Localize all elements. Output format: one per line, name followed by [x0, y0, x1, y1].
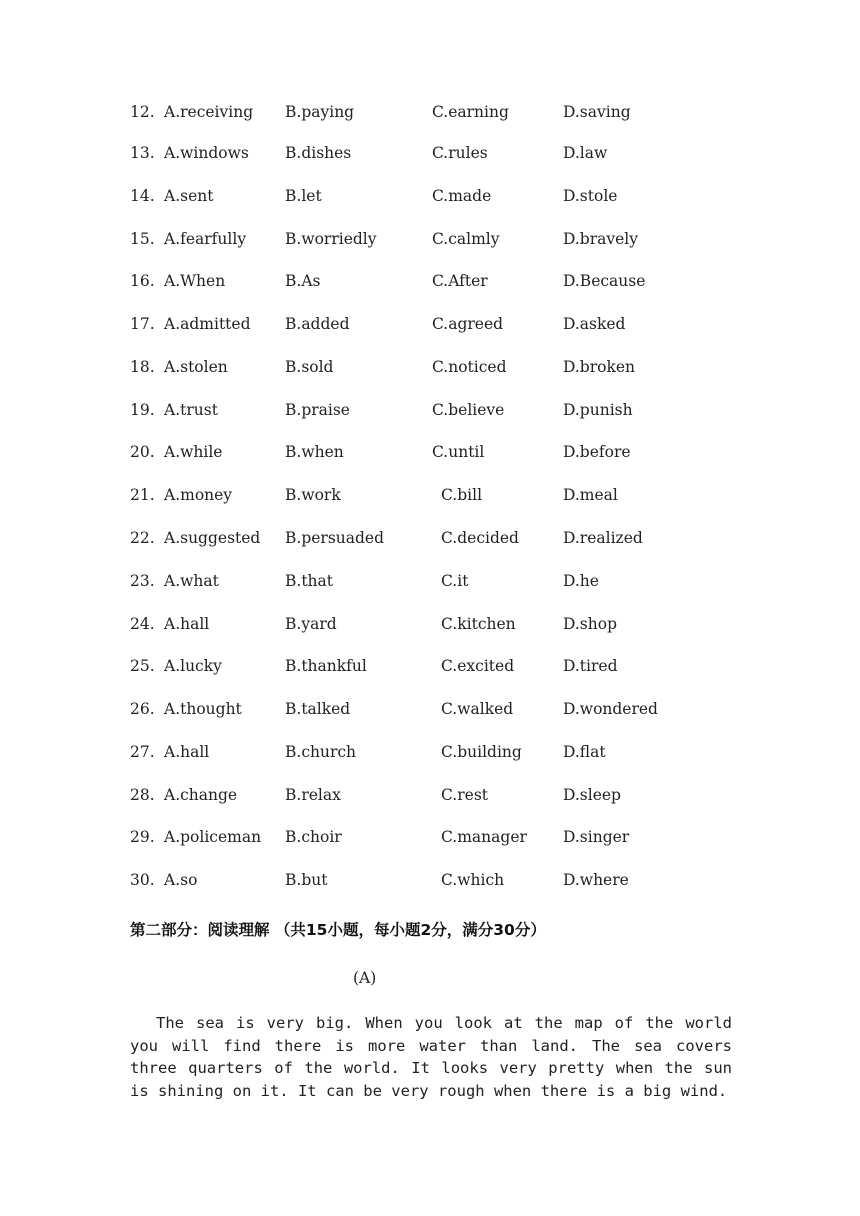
option-c: C.calmly [432, 230, 500, 248]
option-c: C.believe [432, 401, 505, 419]
option-b: B.thankful [285, 657, 367, 675]
option-c: C.bill [441, 486, 483, 504]
question-number: 25. [130, 657, 155, 675]
question-number: 29. [130, 828, 155, 846]
option-d: D.Because [563, 272, 646, 290]
question-number: 20. [130, 443, 155, 461]
option-c: C.rules [432, 144, 488, 162]
option-d: D.singer [563, 828, 630, 846]
question-number: 27. [130, 743, 155, 761]
option-a: A.trust [164, 401, 218, 419]
option-a: A.admitted [164, 315, 251, 333]
option-b: B.choir [285, 828, 342, 846]
question-number: 15. [130, 230, 155, 248]
option-c: C.noticed [432, 358, 507, 376]
option-b: B.but [285, 871, 328, 889]
option-c: C.decided [441, 529, 519, 547]
option-d: D.asked [563, 315, 626, 333]
option-a: A.money [164, 486, 233, 504]
option-c: C.kitchen [441, 615, 516, 633]
question-number: 21. [130, 486, 155, 504]
option-c: C.walked [441, 700, 514, 718]
option-a: A.thought [164, 700, 242, 718]
question-number: 16. [130, 272, 155, 290]
option-d: D.wondered [563, 700, 658, 718]
question-number: 13. [130, 144, 155, 162]
option-b: B.praise [285, 401, 350, 419]
option-b: B.persuaded [285, 529, 385, 547]
option-d: D.shop [563, 615, 617, 633]
option-b: B.worriedly [285, 230, 377, 248]
option-d: D.saving [563, 103, 631, 121]
option-c: C.until [432, 443, 485, 461]
option-d: D.stole [563, 187, 618, 205]
option-d: D.law [563, 144, 608, 162]
option-c: C.made [432, 187, 492, 205]
passage-label: (A) [353, 969, 377, 987]
option-a: A.windows [164, 144, 249, 162]
option-a: A.lucky [164, 657, 222, 675]
option-b: B.added [285, 315, 350, 333]
passage-text: The sea is very big. When you look at the map of the world you will find there is more water than land. The sea covers three quarters of the world. It looks very pretty when the sun is shining on it. It can be very rough when there is a big wind. [130, 1014, 732, 1100]
option-c: C.After [432, 272, 488, 290]
option-a: A.hall [164, 743, 210, 761]
question-number: 19. [130, 401, 155, 419]
option-c: C.manager [441, 828, 527, 846]
option-d: D.tired [563, 657, 618, 675]
option-a: A.so [164, 871, 198, 889]
option-d: D.flat [563, 743, 606, 761]
question-number: 28. [130, 786, 155, 804]
question-number: 30. [130, 871, 155, 889]
option-c: C.rest [441, 786, 488, 804]
option-c: C.earning [432, 103, 509, 121]
option-c: C.which [441, 871, 505, 889]
option-d: D.he [563, 572, 599, 590]
option-b: B.that [285, 572, 333, 590]
option-a: A.while [164, 443, 223, 461]
option-d: D.realized [563, 529, 643, 547]
question-number: 17. [130, 315, 155, 333]
option-d: D.where [563, 871, 629, 889]
option-a: A.receiving [164, 103, 254, 121]
option-c: C.excited [441, 657, 515, 675]
option-a: A.stolen [164, 358, 228, 376]
option-a: A.sent [164, 187, 214, 205]
option-a: A.suggested [164, 529, 261, 547]
option-d: D.before [563, 443, 631, 461]
option-a: A.change [164, 786, 238, 804]
option-d: D.broken [563, 358, 636, 376]
option-a: A.hall [164, 615, 210, 633]
option-b: B.when [285, 443, 344, 461]
question-number: 24. [130, 615, 155, 633]
question-number: 22. [130, 529, 155, 547]
section-heading: 第二部分：阅读理解 （共15小题，每小题2分，满分30分） [130, 921, 546, 939]
option-b: B.let [285, 187, 322, 205]
question-number: 26. [130, 700, 155, 718]
option-b: B.yard [285, 615, 337, 633]
question-number: 14. [130, 187, 155, 205]
option-d: D.sleep [563, 786, 621, 804]
option-b: B.church [285, 743, 357, 761]
option-d: D.meal [563, 486, 618, 504]
option-b: B.work [285, 486, 341, 504]
question-number: 18. [130, 358, 155, 376]
option-c: C.it [441, 572, 469, 590]
option-b: B.sold [285, 358, 334, 376]
option-d: D.punish [563, 401, 633, 419]
option-b: B.paying [285, 103, 355, 121]
option-a: A.policeman [164, 828, 262, 846]
option-c: C.agreed [432, 315, 504, 333]
option-a: A.When [164, 272, 226, 290]
question-number: 12. [130, 103, 155, 121]
option-c: C.building [441, 743, 522, 761]
question-number: 23. [130, 572, 155, 590]
option-a: A.fearfully [164, 230, 247, 248]
option-a: A.what [164, 572, 219, 590]
option-b: B.dishes [285, 144, 352, 162]
option-b: B.As [285, 272, 321, 290]
option-b: B.talked [285, 700, 351, 718]
option-d: D.bravely [563, 230, 639, 248]
option-b: B.relax [285, 786, 341, 804]
